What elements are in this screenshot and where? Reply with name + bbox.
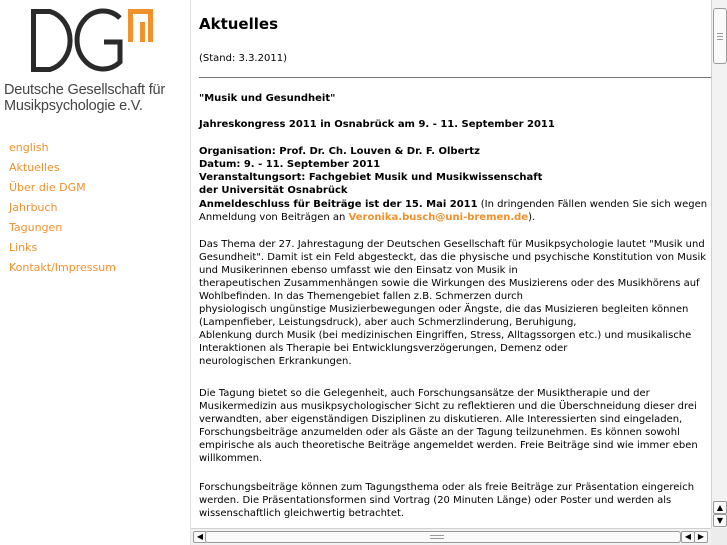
arrow-up-icon: ▲: [716, 503, 724, 512]
org-name-line2: Musikpsychologie e.V.: [4, 98, 143, 114]
deadline-bold: Anmeldeschluss für Beiträge ist der 15. Mai 2011: [199, 199, 478, 210]
paragraph-line: Musikermedizin aus musikpsychologischer Sicht zu reflektieren und die Überschneidung dieser drei: [199, 401, 697, 412]
arrow-left-icon: ◀: [196, 532, 204, 541]
organisation-line: Organisation: Prof. Dr. Ch. Louven & Dr. F. Olbertz: [199, 146, 480, 157]
content-frame: [191, 0, 727, 545]
grip-line: [717, 33, 723, 34]
paragraph-line: Forschungsbeiträge können zum Tagungsthema oder als freie Beiträge zur Präsentation eingereich: [199, 482, 695, 493]
kongress-line: Jahreskongress 2011 in Osnabrück am 9. - 11. September 2011: [199, 119, 555, 130]
paragraph-line: und Musikerinnen ebenso umfasst wie den Einsatz von Musik in: [199, 265, 518, 276]
paragraph-line: werden. Die Präsentationsformen sind Vortrag (20 Minuten Länge) oder Poster und werden als: [199, 495, 672, 506]
org-name-line1: Deutsche Gesellschaft für: [4, 82, 166, 98]
vertical-scroll-thumb[interactable]: [713, 8, 727, 64]
grip-line: [430, 538, 444, 539]
paragraph-line: (Lampenfieber, Leistungsdruck), aber auch Schmerzlinderung, Beruhigung,: [199, 317, 577, 328]
paragraph-line: willkommen.: [199, 453, 263, 464]
anmeldung-post: ).: [528, 212, 536, 223]
nav-item-links[interactable]: Links: [9, 241, 38, 254]
paragraph-line: neurologischen Erkrankungen.: [199, 356, 352, 367]
paragraph-line: verwandten, aber eigenständigen Disziplinen zu diskutieren. Alle Interessierten sind eingeladen,: [199, 414, 683, 425]
nav-item-english[interactable]: english: [9, 141, 49, 154]
paragraph-line: Ablenkung durch Musik (bei medizinischen Eingriffen, Stress, Alltagssorgen etc.) und musikalische: [199, 330, 692, 341]
paragraph-2: [199, 387, 698, 465]
paragraph-line: Gesundheit". Damit ist ein Feld abgesteckt, das die physische und psychische Konstitution von Musik: [199, 252, 707, 263]
scrollbar-corner: [711, 528, 727, 545]
ort-line-1: Veranstaltungsort: Fachgebiet Musik und Musikwissenschaft: [199, 172, 543, 183]
dgm-logo-mark: [0, 0, 190, 80]
paragraph-line: empirische als auch theoretische Beiträge angemeldet werden. Freie Beiträge sind wie immer eben: [199, 440, 698, 451]
anmeldung-line: [199, 211, 535, 224]
nav-item-jahrbuch[interactable]: Jahrbuch: [9, 201, 58, 214]
stand-date: (Stand: 3.3.2011): [199, 53, 287, 64]
datum-line: Datum: 9. - 11. September 2011: [199, 159, 381, 170]
vertical-scrollbar[interactable]: [711, 0, 727, 528]
nav-item-ueber-die-dgm[interactable]: Über die DGM: [9, 181, 86, 194]
headline: "Musik und Gesundheit": [199, 93, 336, 104]
paragraph-3: [199, 481, 694, 520]
ort-line-2: der Universität Osnabrück: [199, 185, 348, 196]
arrow-right-icon: ▶: [697, 532, 705, 541]
scroll-down-button[interactable]: [713, 514, 727, 527]
paragraph-line: Die Tagung bietet so die Gelegenheit, auch Forschungsansätze der Musiktherapie und der: [199, 388, 650, 399]
grip-line: [717, 36, 723, 37]
arrow-left-icon: ◀: [684, 532, 692, 541]
paragraph-line: therapeutischen Zusammenhängen sowie die Wirkungen des Musizierens oder des Musikhörens auf: [199, 278, 700, 289]
paragraph-line: Forschungsbeiträge anzumelden oder als Gäste an der Tagung teilzunehmen. Es können sowohl: [199, 427, 680, 438]
scroll-left-button-secondary[interactable]: [681, 531, 695, 543]
dgm-logo[interactable]: [0, 0, 190, 130]
anmeldung-pre: Anmeldung von Beiträgen an: [199, 212, 349, 223]
paragraph-line: Interaktionen als Therapie bei Entwicklungsverzögerungen, Demenz oder: [199, 343, 568, 354]
paragraph-1: [199, 238, 706, 368]
horizontal-rule: [199, 77, 711, 78]
nav-item-tagungen[interactable]: Tagungen: [9, 221, 63, 234]
scroll-up-button[interactable]: [713, 501, 727, 514]
paragraph-line: wissenschaftlich gleichwertig betrachtet.: [199, 508, 405, 519]
nav-item-aktuelles[interactable]: Aktuelles: [9, 161, 60, 174]
paragraph-line: physiologisch ungünstige Musizierbewegungen oder Ängste, die das Musizieren begleiten können: [199, 304, 689, 315]
nav-item-kontakt-impressum[interactable]: Kontakt/Impressum: [9, 261, 116, 274]
paragraph-line: Das Thema der 27. Jahrestagung der Deutschen Gesellschaft für Musikpsychologie lautet "Musik und: [199, 239, 705, 250]
scroll-right-button[interactable]: [694, 531, 708, 543]
deadline-rest: (In dringenden Fällen wenden Sie sich wegen: [477, 199, 708, 210]
page-title: Aktuelles: [199, 15, 278, 33]
horizontal-scrollbar[interactable]: [191, 528, 711, 545]
sidebar: [0, 0, 190, 545]
grip-line: [430, 535, 444, 536]
arrow-down-icon: ▼: [716, 516, 724, 525]
email-link[interactable]: Veronika.busch@uni-bremen.de: [348, 212, 529, 223]
organization-name: [4, 82, 190, 114]
paragraph-line: Wohlbefinden. In das Themengebiet fallen z.B. Schmerzen durch: [199, 291, 523, 302]
grip-line: [717, 39, 723, 40]
horizontal-scroll-thumb[interactable]: [205, 531, 681, 543]
main-navigation: [9, 138, 116, 278]
content-viewport: [191, 0, 711, 528]
deadline-line: [199, 198, 707, 211]
